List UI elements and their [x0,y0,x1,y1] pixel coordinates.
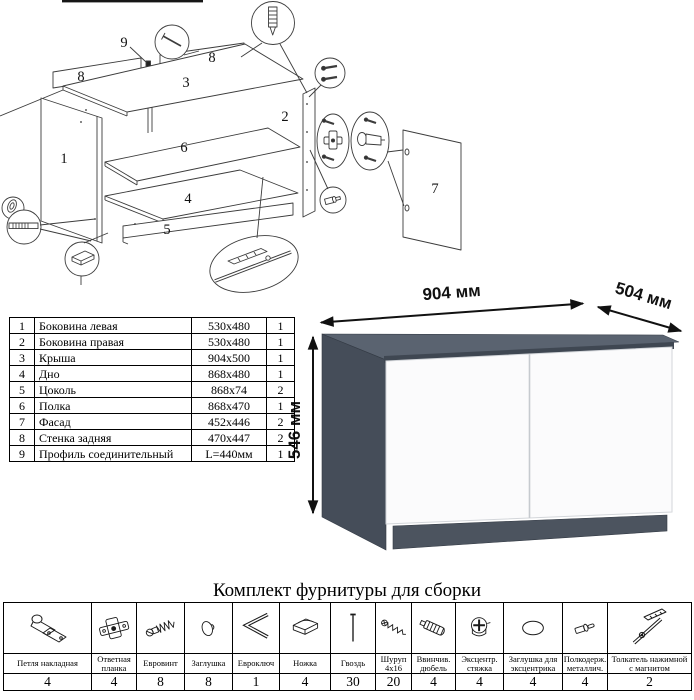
part-qty: 1 [267,446,295,462]
hexkey-icon [238,606,274,650]
part-num: 3 [10,350,35,366]
part-name: Цоколь [35,382,192,398]
part-label-5: 5 [163,222,171,238]
hw-label: Петля накладная [4,654,92,674]
hw-qty: 8 [185,674,233,691]
part-num: 2 [10,334,35,350]
cam-lock-icon [462,606,498,650]
table-row [10,430,295,446]
part-qty: 1 [267,398,295,414]
part-size: L=440мм [192,446,267,462]
callout-screws [309,58,345,97]
hw-label: Евроключ [233,654,280,674]
hw-label: Шуруп 4х16 [376,654,412,674]
exploded-view [0,0,461,301]
part-name: Профиль соединительный [35,446,192,462]
part-size: 868х74 [192,382,267,398]
part-label-4: 4 [184,191,192,207]
part-name: Полка [35,398,192,414]
part-name: Боковина правая [35,334,192,350]
part-name: Стенка задняя [35,430,192,446]
part-name: Боковина левая [35,318,192,334]
table-row [10,350,295,366]
callout-hinge [351,112,404,206]
part-label-3: 3 [182,75,190,91]
hardware-icon-row [4,603,692,654]
part-qty: 1 [267,366,295,382]
part-num: 1 [10,318,35,334]
part-num: 7 [10,414,35,430]
part-label-9: 9 [120,35,128,51]
door-hinge-hole [405,149,409,155]
cam-cap-icon [515,606,551,650]
part-label-1: 1 [60,151,68,167]
part-label-7: 7 [431,181,439,197]
part-num: 8 [10,430,35,446]
hinge-icon [11,606,85,650]
part-qty: 1 [267,334,295,350]
hw-label: Заглушка для эксцентрика [504,654,563,674]
cabinet-render [285,278,681,550]
cap-icon [191,606,227,650]
hw-label: Полкодерж. металлич. [563,653,607,673]
hw-label: Ножка [280,654,331,674]
part-qty: 1 [267,350,295,366]
part-qty: 2 [267,430,295,446]
part-qty: 1 [267,318,295,334]
height-dimension: 546 мм [285,400,304,460]
callout-strike-plate [317,114,349,168]
table-row [10,334,295,350]
table-row [10,414,295,430]
hw-qty: 2 [608,674,692,691]
part-size: 530х480 [192,318,267,334]
part-name: Дно [35,366,192,382]
depth-dimension: 504 мм [612,278,675,314]
part-name: Фасад [35,414,192,430]
part-label-8a: 8 [77,69,85,85]
hw-label: Ввинчив. дюбель [412,654,456,674]
push-opener-icon [612,606,688,650]
width-arrow [321,304,583,323]
door-hinge-hole [405,205,409,211]
part-num: 4 [10,366,35,382]
hardware-table [3,602,692,691]
hw-label: Ответная планка [92,654,137,674]
hw-qty: 4 [280,674,331,691]
part-size: 868х470 [192,398,267,414]
nail-icon [335,606,371,650]
part-name: Крыша [35,350,192,366]
part-size: 530х480 [192,334,267,350]
hw-qty: 8 [137,674,185,691]
hw-qty: 30 [331,674,376,691]
hardware-title: Комплект фурнитуры для сборки [212,580,482,601]
part-size: 470х447 [192,430,267,446]
part-num: 9 [10,446,35,462]
cabinet-side-face [322,334,386,550]
hw-label: Евровинт [137,654,185,674]
hw-label: Эксцентр. стяжка [456,654,504,674]
hw-qty: 4 [412,674,456,691]
screwin-dowel-icon [416,606,452,650]
table-row [10,398,295,414]
hw-qty: 4 [4,674,92,691]
part-size: 904х500 [192,350,267,366]
hw-qty: 4 [504,674,563,691]
part-size: 452х446 [192,414,267,430]
hardware-qty-row [4,674,692,691]
hw-qty: 4 [92,674,137,691]
hw-label: Заглушка [185,654,233,674]
part-label-6: 6 [180,140,188,156]
table-row [10,382,295,398]
part-qty: 2 [267,382,295,398]
part-qty: 2 [267,414,295,430]
hw-qty: 4 [456,674,504,691]
panel-shelf [105,128,300,181]
part-num: 6 [10,398,35,414]
screw-icon [376,606,412,650]
hw-label: Толкатель нажимной с магнитом [608,654,692,674]
hw-qty: 4 [563,674,608,691]
part-num: 5 [10,382,35,398]
hw-qty: 20 [376,674,412,691]
width-dimension: 904 мм [421,280,482,305]
panel-side-right [303,88,315,217]
table-row [10,318,295,334]
part-label-8b: 8 [208,50,216,66]
strike-plate-icon [96,606,132,650]
part-size: 868х480 [192,366,267,382]
table-row [10,366,295,382]
euroscrew-icon [143,606,179,650]
table-row [10,446,295,462]
foot-icon [287,606,323,650]
parts-table [9,317,295,462]
hw-qty: 1 [233,674,280,691]
hw-label: Гвоздь [331,654,376,674]
shelf-peg-icon [567,606,603,650]
part-label-2: 2 [281,109,289,125]
crop-artifact [62,0,203,2]
hardware-label-row [4,654,692,674]
push-opener-icon [9,223,38,229]
